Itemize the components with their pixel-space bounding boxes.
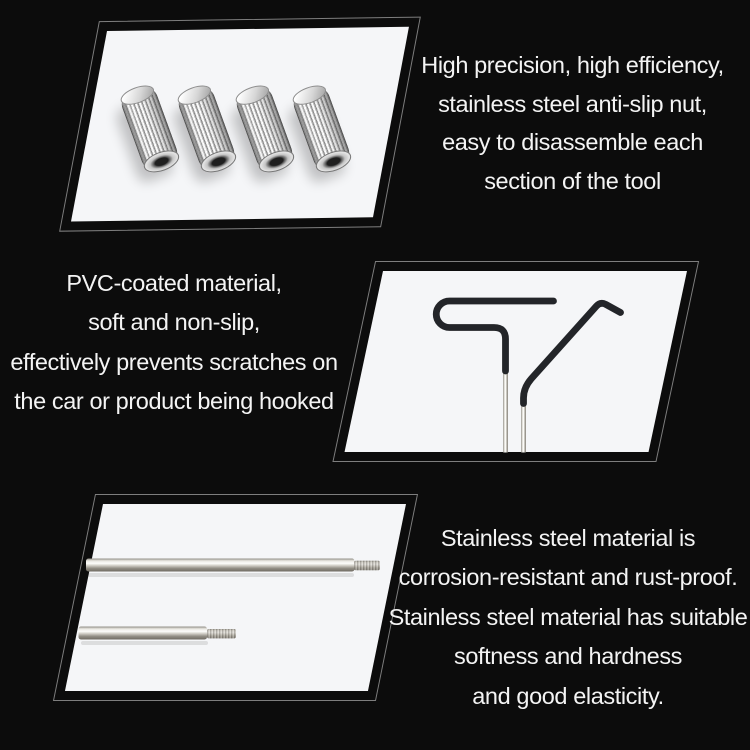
caption-line: stainless steel anti-slip nut,: [438, 90, 707, 117]
rod-short-shaft: [79, 627, 208, 640]
caption-line: Stainless steel material is: [440, 525, 696, 551]
hook-left-steel-shaft: [503, 368, 508, 453]
caption-line: section of the tool: [484, 167, 661, 194]
caption-anti-slip-nuts: [400, 46, 745, 200]
rod-long-tip-shading: [354, 561, 380, 570]
caption-pvc-coated: [0, 264, 348, 421]
hook-right-steel-shaft: [521, 400, 526, 453]
rod-short-shadow: [81, 641, 208, 645]
rod-short-tip-shading: [207, 629, 236, 638]
caption-line: softness and hardness: [453, 643, 683, 670]
caption-line: the car or product being hooked: [14, 387, 334, 414]
hook-left-pvc-handle: [436, 301, 553, 371]
hook-right: [521, 303, 620, 452]
caption-line: soft and non-slip,: [88, 309, 260, 336]
caption-line: PVC-coated material,: [66, 270, 282, 296]
caption-line: Stainless steel material has suitable: [388, 603, 748, 630]
rod-long-shadow: [88, 573, 354, 577]
caption-line: High precision, high efficiency,: [421, 52, 724, 78]
rod-short: [79, 627, 237, 646]
rod-long: [86, 559, 380, 578]
caption-stainless-steel: [386, 519, 750, 716]
caption-line: easy to disassemble each: [442, 129, 703, 156]
caption-line: and good elasticity.: [472, 682, 664, 709]
hook-right-pvc-handle: [524, 303, 621, 403]
rod-long-shaft: [86, 559, 355, 572]
caption-line: effectively prevents scratches on: [10, 348, 338, 375]
caption-line: corrosion-resistant and rust-proof.: [398, 564, 738, 591]
